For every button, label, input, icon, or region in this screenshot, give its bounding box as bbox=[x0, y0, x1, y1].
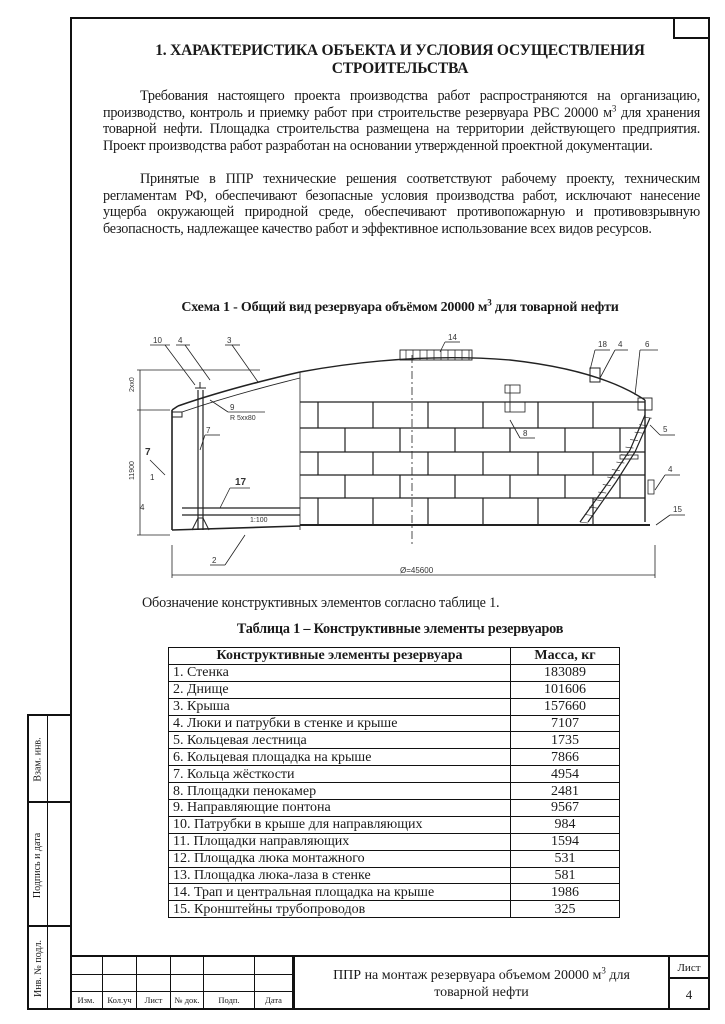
section-heading bbox=[100, 42, 700, 78]
stair-tread bbox=[635, 432, 643, 433]
elements-table bbox=[168, 647, 620, 918]
title-text-a: ППР на монтаж резервуара объемом 20000 м bbox=[333, 967, 602, 983]
dim-wall-label: 11900 bbox=[129, 461, 136, 480]
element-name: 3. Крыша bbox=[169, 698, 511, 715]
paragraph-1-text-b: для хранения товарной нефти. Площадка строительства размещена на территории действующего предприятия. Проект производства работ разработан на основании утвержденной проектной документации. bbox=[103, 104, 700, 154]
tank-elevation bbox=[300, 350, 654, 545]
revision-cell bbox=[103, 957, 137, 975]
element-name: 15. Кронштейны трубопроводов bbox=[169, 901, 511, 918]
heading-line-1: 1. ХАРАКТЕРИСТИКА ОБЪЕКТА И УСЛОВИЯ ОСУЩЕСТВЛЕНИЯ bbox=[155, 42, 645, 59]
table-row bbox=[169, 850, 620, 867]
corner-box bbox=[673, 17, 710, 39]
tank-section bbox=[172, 372, 300, 530]
table-row bbox=[169, 884, 620, 901]
element-name: 13. Площадка люка-лаза в стенке bbox=[169, 867, 511, 884]
drawing-labels bbox=[129, 333, 682, 575]
figure-caption bbox=[100, 297, 700, 316]
stair-tread bbox=[598, 492, 606, 493]
table-row bbox=[169, 698, 620, 715]
element-mass: 157660 bbox=[511, 698, 620, 715]
sheet-label: Лист bbox=[670, 957, 708, 979]
superscript: 3 bbox=[487, 297, 492, 308]
table-row bbox=[169, 715, 620, 732]
stamp-label-vzam bbox=[29, 716, 47, 803]
caption-text-b: для товарной нефти bbox=[491, 300, 619, 315]
element-name: 9. Направляющие понтона bbox=[169, 800, 511, 817]
table-row bbox=[169, 749, 620, 766]
stamp-text-inv: Инв. № подл. bbox=[32, 940, 44, 997]
label-5: 5 bbox=[663, 425, 668, 434]
table-title: Таблица 1 – Конструктивные элементы резервуаров bbox=[236, 621, 564, 637]
stair-tread bbox=[616, 462, 624, 463]
stair-tread bbox=[626, 447, 634, 448]
heading-line-2: СТРОИТЕЛЬСТВА bbox=[331, 60, 469, 77]
table-reference-note: Обозначение конструктивных элементов согласно таблице 1. bbox=[142, 595, 500, 611]
element-name: 11. Площадки направляющих bbox=[169, 833, 511, 850]
table-row bbox=[169, 867, 620, 884]
stamp-text-vzam: Взам. инв. bbox=[32, 737, 44, 782]
stair-tread bbox=[585, 515, 593, 516]
diameter-label: Ø=45600 bbox=[400, 566, 434, 575]
label-4: 4 bbox=[178, 336, 183, 345]
revision-column-label: Изм. bbox=[70, 992, 103, 1010]
leader-lines bbox=[150, 342, 685, 565]
tank-drawing bbox=[110, 330, 700, 590]
label-7b: 7 bbox=[145, 447, 151, 458]
table-row bbox=[169, 833, 620, 850]
element-name: 6. Кольцевая площадка на крыше bbox=[169, 749, 511, 766]
revision-cell bbox=[137, 975, 171, 993]
label-7: 7 bbox=[206, 426, 211, 435]
label-4d: 4 bbox=[668, 465, 673, 474]
label-9: 9 bbox=[230, 403, 235, 412]
superscript: 3 bbox=[601, 964, 606, 975]
element-name: 14. Трап и центральная площадка на крыше bbox=[169, 884, 511, 901]
paragraph-2 bbox=[103, 171, 700, 237]
element-mass: 1735 bbox=[511, 732, 620, 749]
element-mass: 1986 bbox=[511, 884, 620, 901]
element-mass: 183089 bbox=[511, 664, 620, 681]
label-15: 15 bbox=[673, 505, 682, 514]
element-mass: 7107 bbox=[511, 715, 620, 732]
label-4c: 4 bbox=[618, 340, 623, 349]
element-mass: 101606 bbox=[511, 681, 620, 698]
slope-label: 1:100 bbox=[250, 517, 268, 524]
label-17: 17 bbox=[235, 477, 247, 488]
label-14: 14 bbox=[448, 333, 457, 342]
label-1: 1 bbox=[150, 473, 155, 482]
label-8: 8 bbox=[523, 429, 528, 438]
revision-cell bbox=[103, 975, 137, 993]
stamp-label-podpis bbox=[29, 803, 47, 927]
label-6: 6 bbox=[645, 340, 650, 349]
side-stamp bbox=[27, 714, 71, 1010]
table-header-row bbox=[169, 648, 620, 665]
revision-grid bbox=[70, 957, 293, 1010]
table-row bbox=[169, 664, 620, 681]
superscript: 3 bbox=[611, 102, 617, 113]
paragraph-2-text: Принятые в ППР технические решения соответствуют рабочему проекту, техническим регламентам РФ, обеспечивают безопасные условия производства работ, исключают нанесение ущерба окружающей природной среде, обеспечивают противопожарную и противовзрывную безопасность, надлежащее качество работ и эффективное использование всех видов ресурсов. bbox=[103, 171, 700, 237]
radius-label: R 5хх80 bbox=[230, 415, 256, 422]
stamp-label-inv bbox=[29, 927, 47, 1010]
table-row bbox=[169, 732, 620, 749]
title-text-b: для товарной нефти bbox=[434, 967, 630, 1000]
element-mass: 7866 bbox=[511, 749, 620, 766]
title-block bbox=[70, 955, 710, 1010]
revision-cell bbox=[137, 957, 171, 975]
revision-cell bbox=[255, 957, 293, 975]
element-name: 7. Кольца жёсткости bbox=[169, 766, 511, 783]
element-name: 10. Патрубки в крыше для направляющих bbox=[169, 816, 511, 833]
table-row bbox=[169, 816, 620, 833]
revision-column-label: Лист bbox=[137, 992, 171, 1010]
document-title bbox=[293, 957, 670, 1010]
element-mass: 984 bbox=[511, 816, 620, 833]
dim-top-label: 2xx0 bbox=[129, 377, 136, 392]
table-row bbox=[169, 901, 620, 918]
element-mass: 2481 bbox=[511, 783, 620, 800]
caption-text-a: Схема 1 - Общий вид резервуара объёмом 20000 м bbox=[181, 300, 488, 315]
element-mass: 581 bbox=[511, 867, 620, 884]
element-mass: 4954 bbox=[511, 766, 620, 783]
revision-column-label: Кол.уч bbox=[103, 992, 137, 1010]
revision-cell bbox=[171, 975, 204, 993]
element-name: 4. Люки и патрубки в стенке и крыше bbox=[169, 715, 511, 732]
label-3: 3 bbox=[227, 336, 232, 345]
revision-cell bbox=[70, 957, 103, 975]
table-row bbox=[169, 766, 620, 783]
revision-cell bbox=[204, 957, 255, 975]
element-mass: 9567 bbox=[511, 800, 620, 817]
revision-cell bbox=[70, 975, 103, 993]
label-4b: 4 bbox=[140, 503, 145, 512]
paragraph-1 bbox=[103, 88, 700, 154]
revision-cell bbox=[255, 975, 293, 993]
label-10: 10 bbox=[153, 336, 162, 345]
stair-tread bbox=[580, 522, 588, 523]
element-mass: 325 bbox=[511, 901, 620, 918]
element-name: 5. Кольцевая лестница bbox=[169, 732, 511, 749]
revision-cell bbox=[204, 975, 255, 993]
label-2: 2 bbox=[212, 556, 217, 565]
revision-column-label: № док. bbox=[171, 992, 204, 1010]
element-mass: 1594 bbox=[511, 833, 620, 850]
revision-column-label: Дата bbox=[255, 992, 293, 1010]
element-name: 8. Площадки пенокамер bbox=[169, 783, 511, 800]
revision-column-label: Подп. bbox=[204, 992, 255, 1010]
header-mass: Масса, кг bbox=[511, 648, 620, 665]
element-mass: 531 bbox=[511, 850, 620, 867]
element-name: 1. Стенка bbox=[169, 664, 511, 681]
paragraph-1-text-a: Требования настоящего проекта производства работ распространяются на организацию, производство, контроль и приемку работ при строительстве резервуара РВС 20000 м bbox=[103, 88, 700, 121]
table-row bbox=[169, 800, 620, 817]
revision-cell bbox=[171, 957, 204, 975]
header-element: Конструктивные элементы резервуара bbox=[169, 648, 511, 665]
sheet-number: 4 bbox=[685, 987, 693, 1002]
element-name: 2. Днище bbox=[169, 681, 511, 698]
element-name: 12. Площадка люка монтажного bbox=[169, 850, 511, 867]
label-18: 18 bbox=[598, 340, 607, 349]
table-row bbox=[169, 783, 620, 800]
stamp-text-podpis: Подпись и дата bbox=[32, 832, 44, 898]
table-row bbox=[169, 681, 620, 698]
